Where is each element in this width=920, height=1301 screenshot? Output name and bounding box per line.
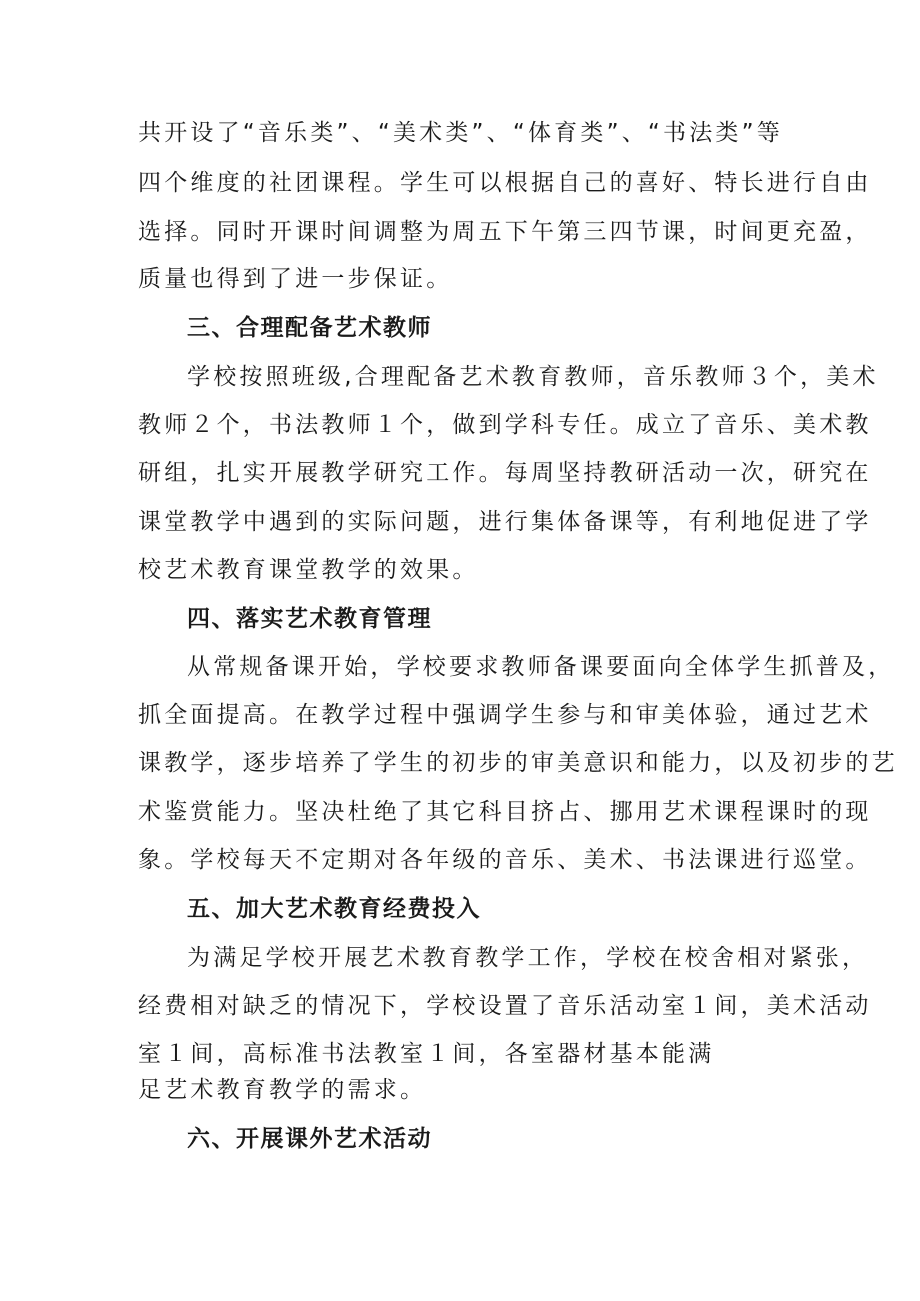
body-text-line: 课教学，逐步培养了学生的初步的审美意识和能力，以及初步的艺 [138, 750, 898, 776]
body-text-line: 校艺术教育课堂教学的效果。 [138, 557, 479, 583]
body-text-line: 质量也得到了进一步保证。 [138, 266, 453, 292]
body-text-line: 教师２个，书法教师１个，做到学科专任。成立了音乐、美术教 [138, 412, 872, 438]
body-text-line: 经费相对缺乏的情况下，学校设置了音乐活动室１间，美术活动 [138, 993, 872, 1019]
body-text-line: 研组，扎实开展教学研究工作。每周坚持教研活动一次，研究在 [138, 460, 872, 486]
body-text-line: 选择。同时开课时间调整为周五下午第三四节课，时间更充盈， [138, 219, 872, 245]
body-text-line: 课堂教学中遇到的实际问题，进行集体备课等，有利地促进了学 [138, 509, 872, 535]
body-text-line: 从常规备课开始，学校要求教师备课要面向全体学生抓普及， [187, 654, 895, 680]
body-text-line: 室１间，高标准书法教室１间，各室器材基本能满 [138, 1041, 715, 1067]
section-heading: 三、合理配备艺术教师 [187, 315, 432, 341]
body-text-line: 四个维度的社团课程。学生可以根据自己的喜好、特长进行自由 [138, 170, 872, 196]
section-heading: 六、开展课外艺术活动 [187, 1126, 432, 1152]
body-text-line: 学校按照班级,合理配备艺术教育教师，音乐教师３个，美术 [187, 364, 879, 390]
section-heading: 四、落实艺术教育管理 [187, 606, 432, 632]
body-text-line: 共开设了“音乐类”、“美术类”、“体育类”、“书法类”等 [138, 120, 783, 146]
body-text-line: 足艺术教育教学的需求。 [138, 1077, 427, 1103]
section-heading: 五、加大艺术教育经费投入 [187, 896, 481, 922]
body-text-line: 为满足学校开展艺术教育教学工作，学校在校舍相对紧张， [187, 945, 869, 971]
body-text-line: 术鉴赏能力。坚决杜绝了其它科目挤占、挪用艺术课程课时的现 [138, 799, 872, 825]
body-text-line: 抓全面提高。在教学过程中强调学生参与和审美体验，通过艺术 [138, 702, 872, 728]
body-text-line: 象。学校每天不定期对各年级的音乐、美术、书法课进行巡堂。 [138, 847, 872, 873]
